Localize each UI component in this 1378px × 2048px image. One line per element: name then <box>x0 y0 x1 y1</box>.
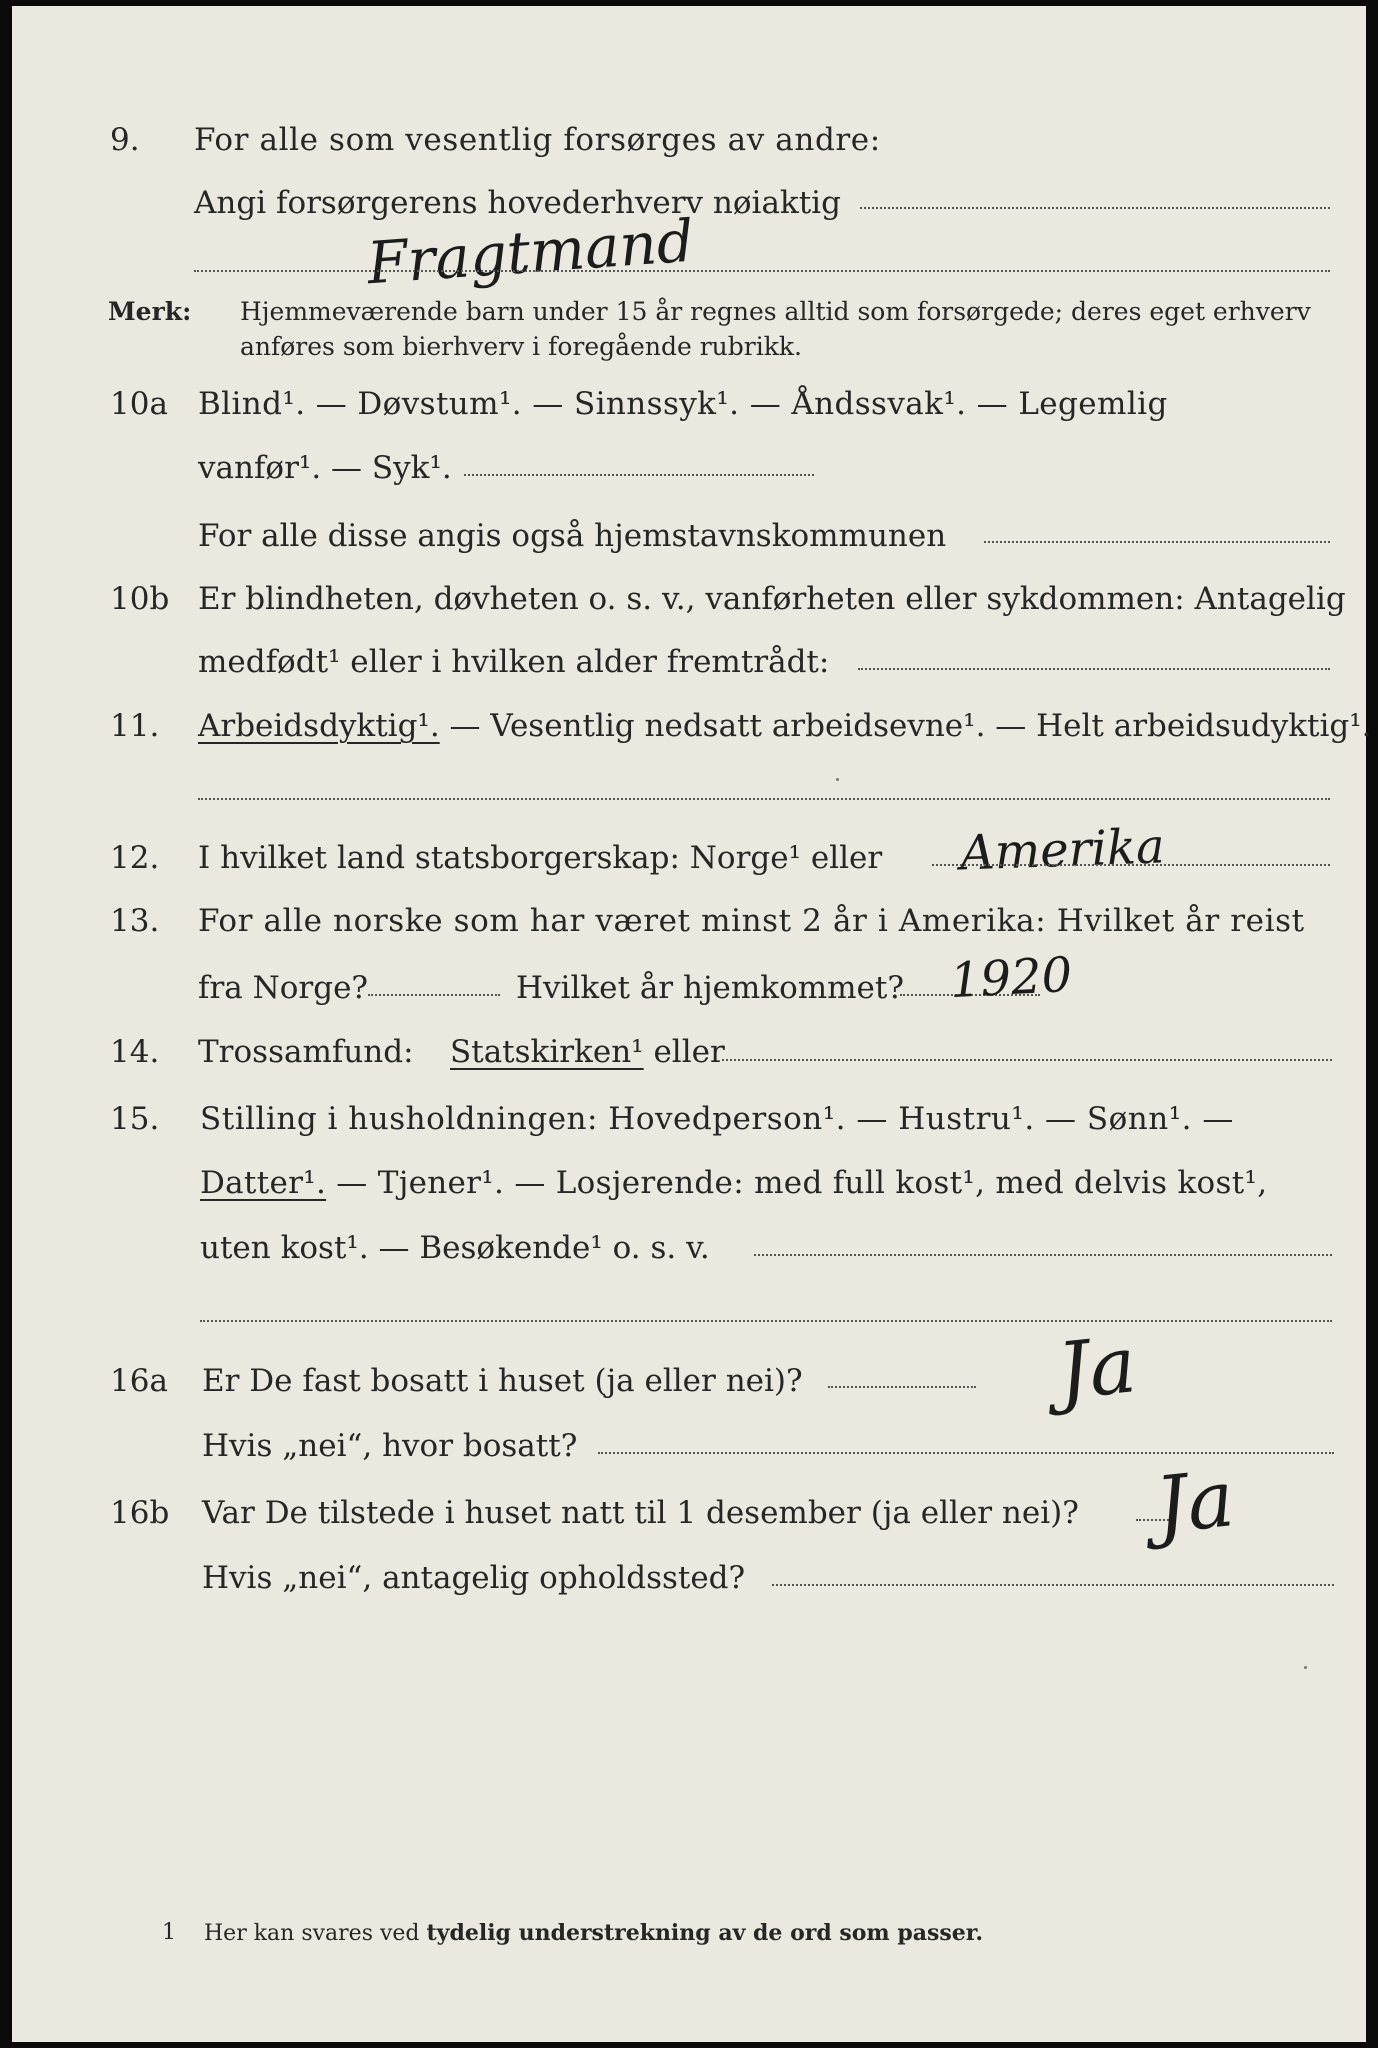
q13-line2a: fra Norge? <box>198 970 369 1006</box>
q10a-line2: vanfør¹. — Syk¹. <box>198 450 452 486</box>
q16b-handwritten-answer: Ja <box>1151 1454 1239 1552</box>
q10a-number: 10a <box>110 386 168 422</box>
q15-line1: Stilling i husholdningen: Hovedperson¹. — Hustru¹. — Sønn¹. — <box>200 1101 1234 1137</box>
q9-number: 9. <box>110 122 140 158</box>
q11-number: 11. <box>110 708 160 744</box>
q9-line1: For alle som vesentlig forsørges av andre: <box>194 122 881 158</box>
q10a-line1: Blind¹. — Døvstum¹. — Sinnssyk¹. — Åndssvak¹. — Legemlig <box>198 386 1168 422</box>
q10a-line3: For alle disse angis også hjemstavnskommunen <box>198 518 947 554</box>
census-form-page <box>12 6 1372 2042</box>
q13-number: 13. <box>110 903 160 939</box>
q12-dotted-line <box>932 864 1330 866</box>
q13-line1: For alle norske som har været minst 2 år i Amerika: Hvilket år reist <box>198 903 1305 939</box>
q16a-line1: Er De fast bosatt i huset (ja eller nei)? <box>202 1363 803 1399</box>
q14-number: 14. <box>110 1034 160 1070</box>
footnote-mark: 1 <box>162 1920 176 1945</box>
q15-line3: uten kost¹. — Besøkende¹ o. s. v. <box>200 1230 710 1266</box>
q14-selected-option: Statskirken¹ <box>450 1034 644 1070</box>
q10b-line1: Er blindheten, døvheten o. s. v., vanførheten eller sykdommen: Antagelig <box>198 581 1346 617</box>
q15-line2-rest: — Tjener¹. — Losjerende: med full kost¹, med delvis kost¹, <box>326 1165 1268 1201</box>
q10b-number: 10b <box>110 581 170 617</box>
merk-label: Merk: <box>108 297 192 326</box>
q9-handwritten-answer: Fragtmand <box>365 206 697 298</box>
q14-other: eller <box>653 1034 725 1070</box>
q12-text: I hvilket land statsborgerskap: Norge¹ eller <box>198 840 883 876</box>
q16a-number: 16a <box>110 1363 168 1399</box>
q10a-hjemstavn-line <box>984 541 1330 543</box>
q14-options <box>450 1032 725 1072</box>
q9-answer-line <box>194 270 1330 272</box>
footnote-text-bold: tydelig understrekning av de ord som passer. <box>426 1920 984 1946</box>
q9-dotted-line <box>860 207 1330 209</box>
q9-line2: Angi forsørgerens hovederhverv nøiaktig <box>194 185 841 221</box>
q15-line2 <box>200 1163 1267 1203</box>
q15-selected-option: Datter¹. <box>200 1165 327 1201</box>
paper-speck <box>836 778 839 781</box>
q16a-handwritten-answer: Ja <box>1053 1320 1141 1418</box>
q14-dotted-line <box>722 1059 1332 1061</box>
q16b-opholdssted-line <box>772 1584 1334 1586</box>
q16b-number: 16b <box>110 1495 170 1531</box>
q10b-line2: medfødt¹ eller i hvilken alder fremtrådt: <box>198 644 830 680</box>
q14-label: Trossamfund: <box>198 1034 414 1070</box>
footnote-text <box>204 1918 983 1949</box>
q11-line <box>198 706 1372 746</box>
q10b-dotted-line <box>858 668 1330 670</box>
q12-handwritten-answer: Amerika <box>959 818 1166 882</box>
q16a-line2: Hvis „nei“, hvor bosatt? <box>202 1428 578 1464</box>
q12-number: 12. <box>110 840 160 876</box>
q16a-dotted-line <box>828 1386 976 1388</box>
q16b-line1: Var De tilstede i huset natt til 1 desember (ja eller nei)? <box>202 1495 1079 1531</box>
footnote-text-regular: Her kan svares ved <box>204 1921 427 1946</box>
q13-handwritten-year: 1920 <box>948 946 1074 1010</box>
q13-line2b: Hvilket år hjemkommet? <box>516 970 904 1006</box>
q15-answer-line <box>200 1320 1332 1322</box>
q16b-line2: Hvis „nei“, antagelig opholdssted? <box>202 1560 746 1596</box>
q13-reist-line <box>368 994 500 996</box>
q10a-dotted-line <box>464 474 814 476</box>
q15-dotted-line <box>754 1254 1332 1256</box>
q11-answer-line <box>198 798 1330 800</box>
merk-line2: anføres som bierhverv i foregående rubrikk. <box>240 332 802 361</box>
paper-speck <box>1304 1666 1307 1669</box>
q11-other-options: — Vesentlig nedsatt arbeidsevne¹. — Helt arbeidsudyktig¹. <box>439 708 1372 744</box>
q11-selected-option: Arbeidsdyktig¹. <box>198 708 440 744</box>
q15-number: 15. <box>110 1101 160 1137</box>
merk-line1: Hjemmeværende barn under 15 år regnes alltid som forsørgede; deres eget erhverv <box>240 297 1311 326</box>
